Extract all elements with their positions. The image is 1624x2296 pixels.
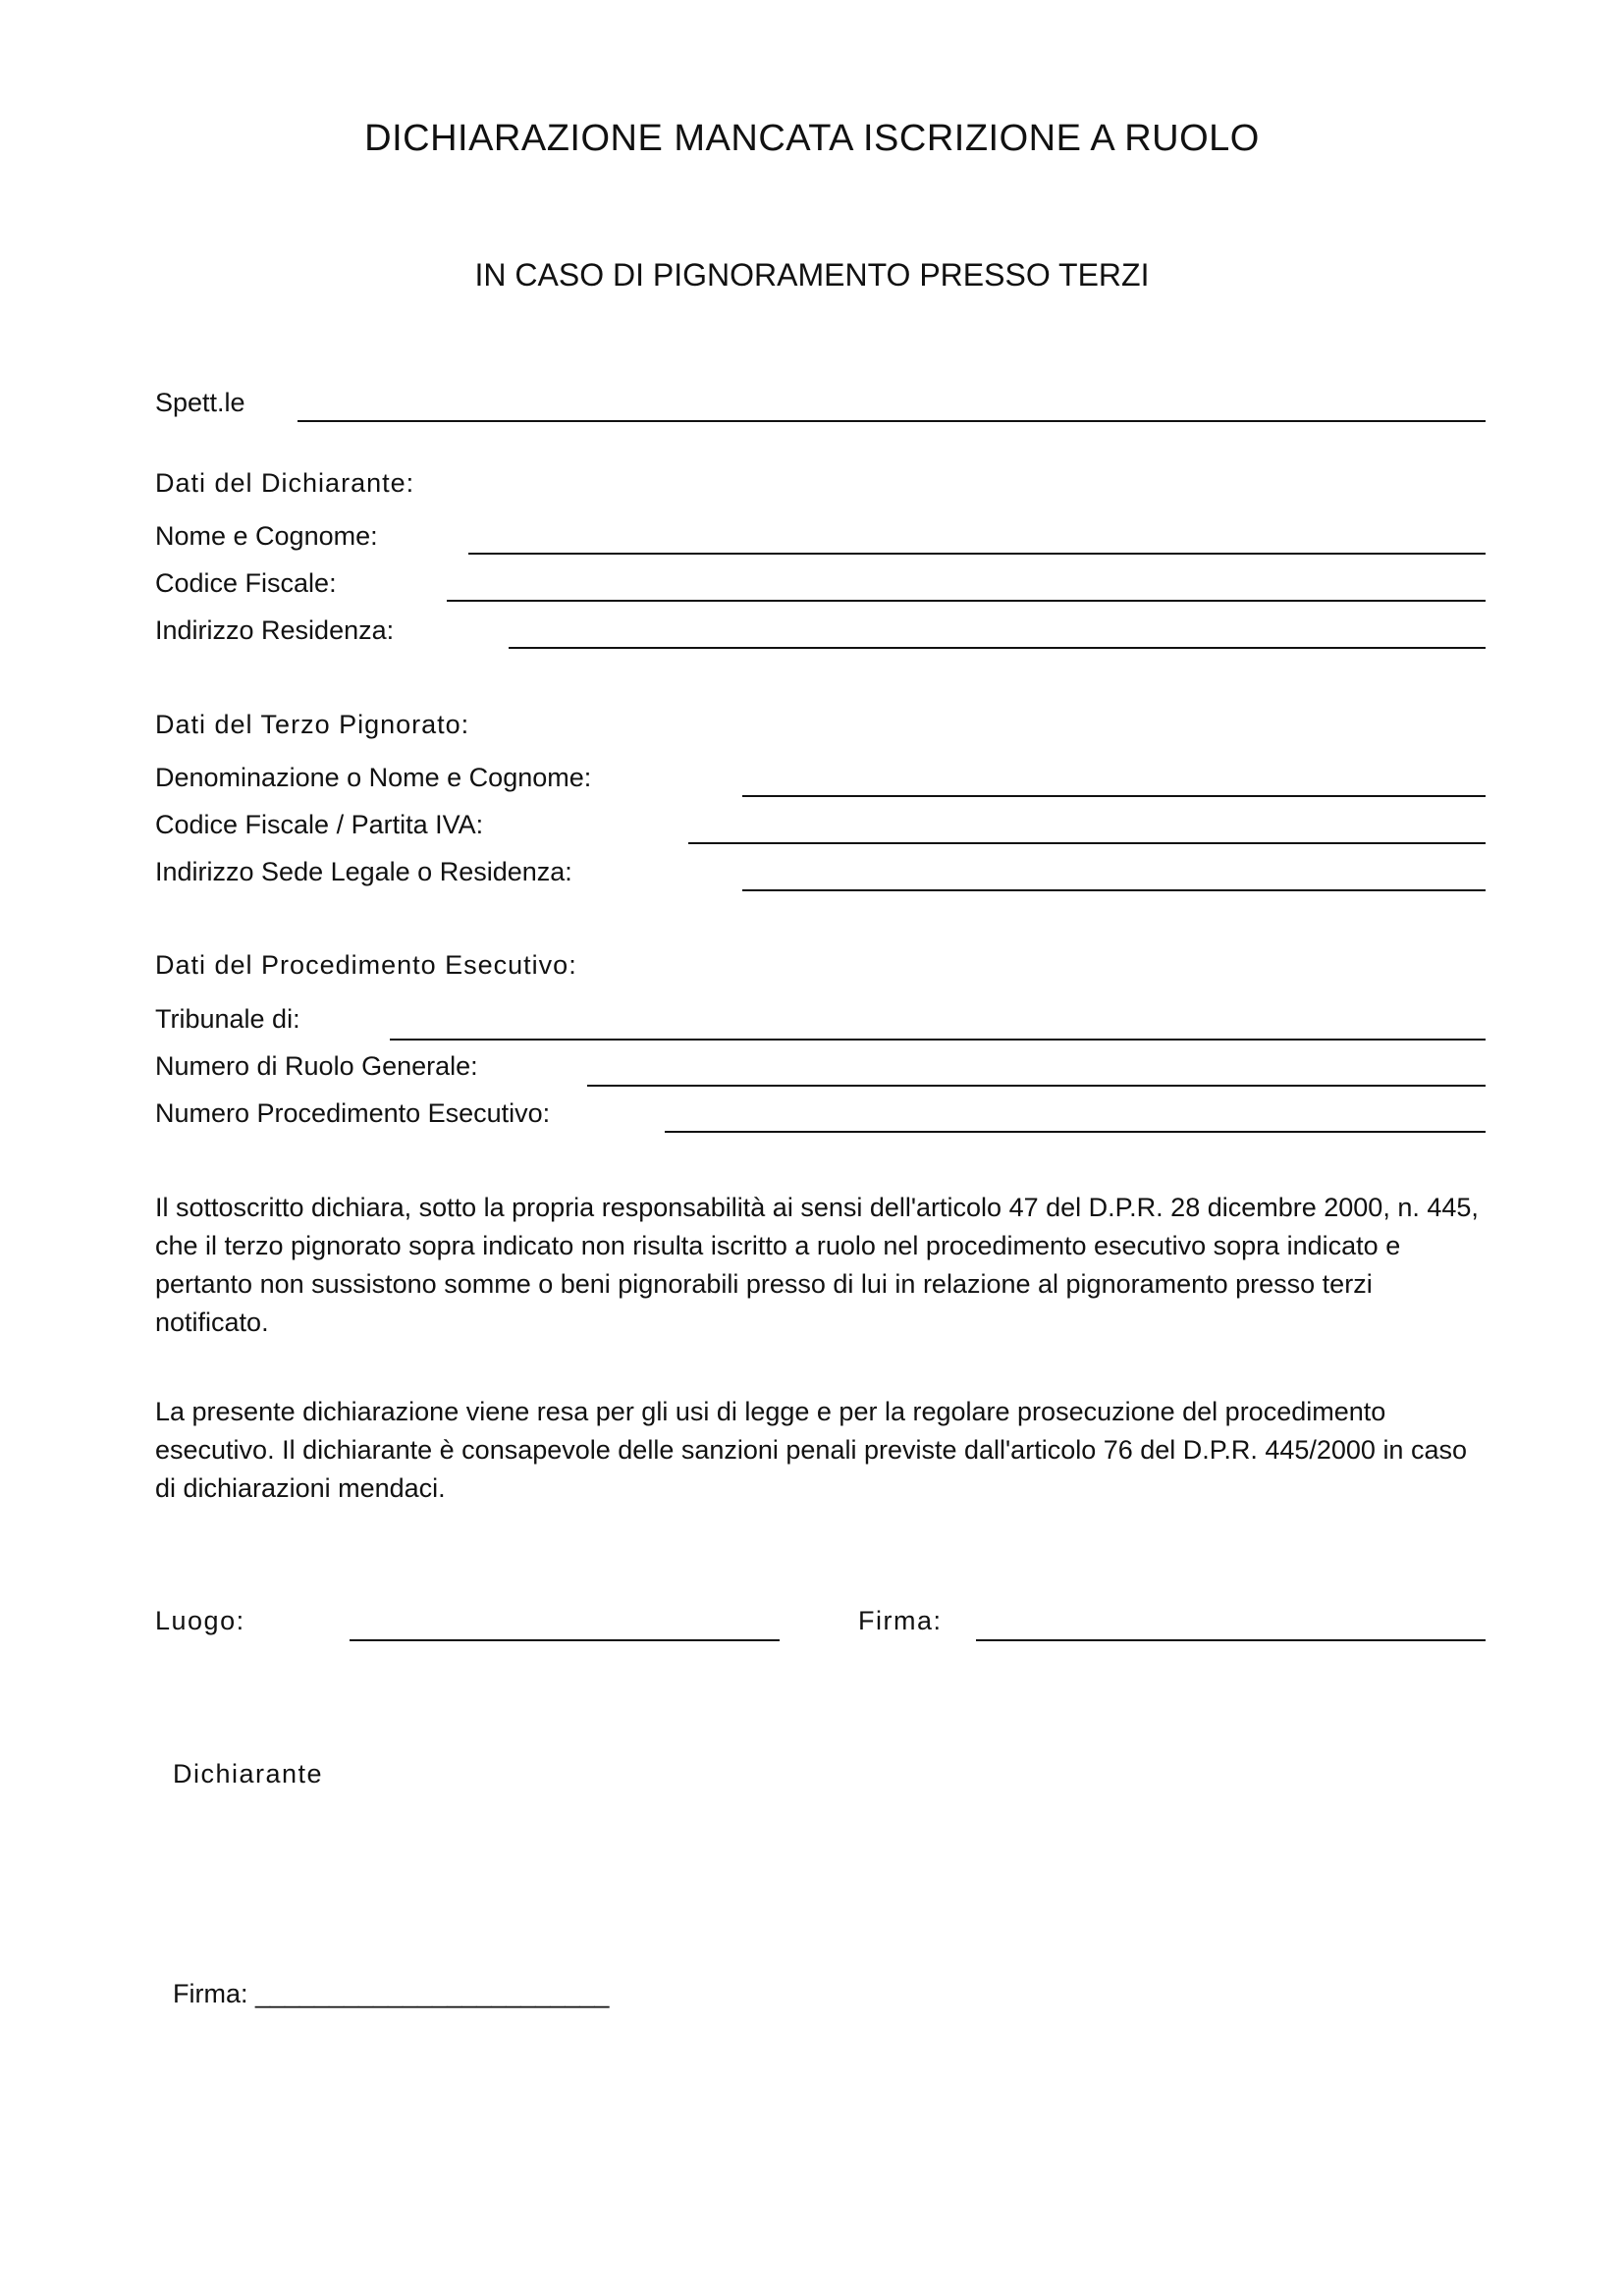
awareness-paragraph: La presente dichiarazione viene resa per gli usi di legge e per la regolare prosecuzione del procedimento esecutivo. Il dichiarante è consapevole delle sanzioni penali previste dall'articolo 76 del D.P.R. 445/2000 in caso di dichiarazioni mendaci. [155,1397,1467,1503]
final-signature-line[interactable]: Firma: ________________________ [173,1979,610,2008]
court-field[interactable] [390,1039,1486,1041]
place-field[interactable] [350,1639,780,1641]
declaration-paragraph: Il sottoscritto dichiara, sotto la propria responsabilità ai sensi dell'articolo 47 del D.P.R. 28 dicembre 2000, n. 445, che il terzo pignorato sopra indicato non risulta iscritto a ruolo nel procedimento esecutivo sopra indicato e pertanto non sussistono somme o beni pignorabili presso di lui in relazione al pignoramento presso terzi notificato. [155,1193,1479,1337]
third-party-name-field[interactable] [742,795,1486,797]
third-party-tax-code-label: Codice Fiscale / Partita IVA: [155,810,484,839]
document-subtitle: IN CASO DI PIGNORAMENTO PRESSO TERZI [474,257,1150,293]
declarant-caption: Dichiarante [173,1759,324,1789]
signature-label: Firma: [858,1606,943,1635]
declarant-tax-code-field[interactable] [447,600,1486,602]
third-party-address-field[interactable] [742,889,1486,891]
proceeding-heading: Dati del Procedimento Esecutivo: [155,950,577,980]
declarant-address-field[interactable] [509,647,1486,649]
proceeding-number-label: Numero Procedimento Esecutivo: [155,1098,551,1128]
third-party-name-label: Denominazione o Nome e Cognome: [155,763,592,792]
declarant-name-field[interactable] [468,553,1486,555]
declarant-tax-code-label: Codice Fiscale: [155,568,337,598]
third-party-heading: Dati del Terzo Pignorato: [155,710,470,739]
registry-number-label: Numero di Ruolo Generale: [155,1051,478,1081]
court-label: Tribunale di: [155,1004,300,1034]
proceeding-number-field[interactable] [665,1131,1486,1133]
recipient-field-line[interactable] [298,420,1486,422]
registry-number-field[interactable] [587,1085,1486,1087]
third-party-address-label: Indirizzo Sede Legale o Residenza: [155,857,572,886]
declarant-address-label: Indirizzo Residenza: [155,615,395,645]
third-party-tax-code-field[interactable] [688,842,1486,844]
place-label: Luogo: [155,1606,245,1635]
declarant-heading: Dati del Dichiarante: [155,468,415,498]
declarant-name-label: Nome e Cognome: [155,521,378,551]
document-title: DICHIARAZIONE MANCATA ISCRIZIONE A RUOLO [364,118,1260,159]
signature-field[interactable] [976,1639,1486,1641]
recipient-label: Spett.le [155,388,245,417]
